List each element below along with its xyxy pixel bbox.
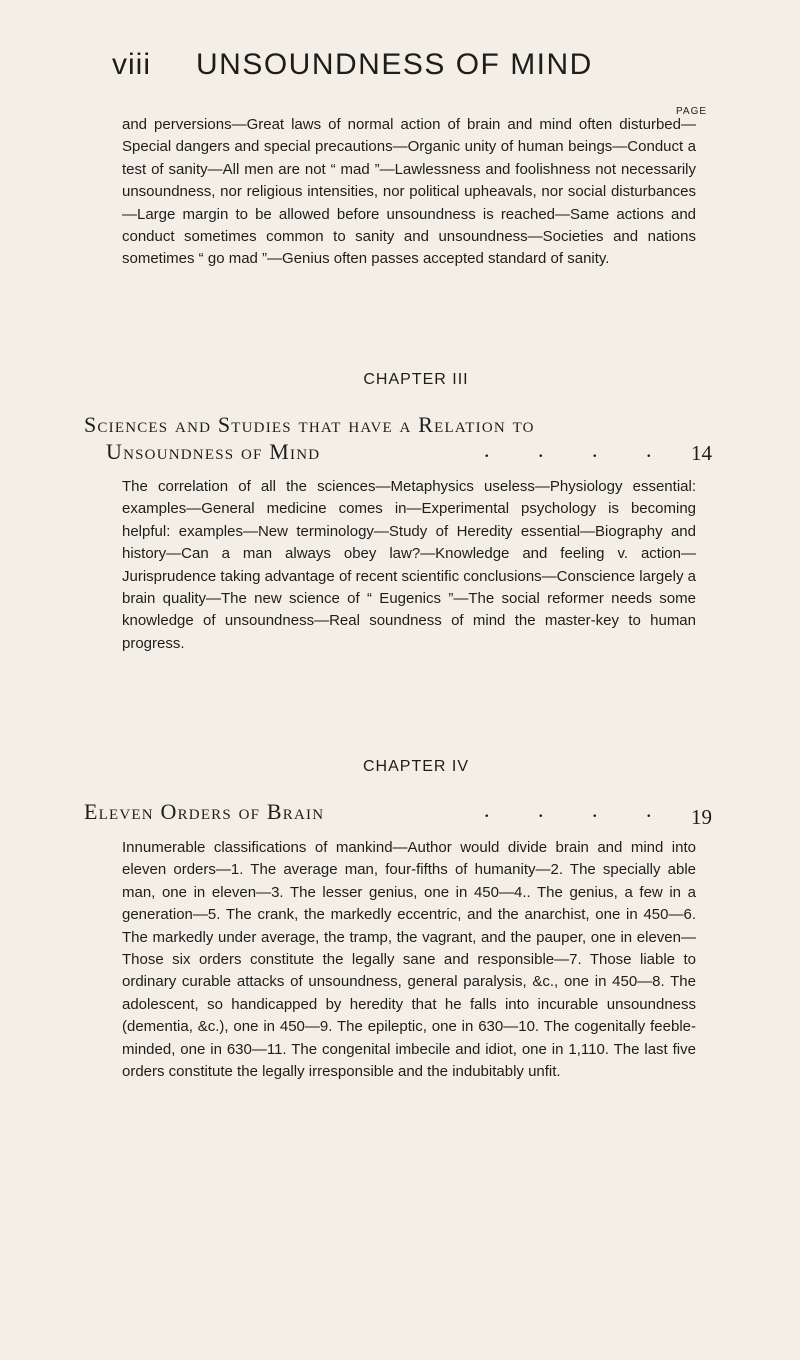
- chapter3-title-line1: Sciences and Studies that have a Relation to: [84, 412, 535, 437]
- page-column-label: PAGE: [676, 106, 708, 117]
- chapter4-page-ref: 19: [691, 805, 712, 829]
- page-number: viii: [112, 48, 151, 81]
- running-title: UNSOUNDNESS OF MIND: [196, 48, 593, 81]
- chapter3-dot-leader: . . . .: [484, 437, 652, 462]
- chapter3-heading: [0, 371, 800, 389]
- chapter4-title: Eleven Orders of Brain: [84, 799, 325, 824]
- chapter3-heading-text: CHAPTER III: [363, 371, 469, 388]
- chapter4-summary: Innumerable classifications of mankind—Author would divide brain and mind into eleven orders—1. The average man, four-fifths of humanity—2. The specially able man, one in eleven—3. The lesser genius, one in 450—4.. The genius, a few in a generation—5. The crank, the markedly eccentric, and the anarchist, one in 450—6. The markedly under average, the tramp, the vagrant, and the pauper, one in eleven—Those six orders constitute the legally sane and responsible—7. Those liable to ordinary curable attacks of unsoundness, general paralysis, &c., one in 450—8. The adolescent, so handicapped by heredity that he falls into incurable unsoundness (dementia, &c.), one in 450—9. The epileptic, one in 630—10. The cogenitally feeble-minded, one in 630—11. The congenital imbecile and idiot, one in 1,110. The last five orders constitute the legally irresponsible and the indubitably unfit.: [122, 839, 696, 1081]
- chapter3-title-line2: Unsoundness of Mind: [106, 439, 321, 464]
- chapter4-heading: [0, 758, 800, 776]
- chapter4-dot-leader: . . . .: [484, 797, 652, 822]
- chapter3-summary: The correlation of all the sciences—Metaphysics useless—Physiology essential: examples—General medicine comes in—Experimental psychology is becoming helpful: examples—New terminology—Study of Heredity essential—Biography and history—Can a man always obey law?—Knowledge and feeling v. action—Jurisprudence taking advantage of recent scientific conclusions—Conscience largely a brain quality—The new science of “ Eugenics ”—The social reformer needs some knowledge of unsoundness—Real soundness of mind the master-key to human progress.: [122, 478, 696, 652]
- chapter3-page-ref: 14: [691, 441, 712, 465]
- chapter4-heading-text: CHAPTER IV: [362, 758, 469, 775]
- chapter2-summary-continued: and perversions—Great laws of normal action of brain and mind often disturbed—Special dangers and special precautions—Organic unity of human beings—Conduct a test of sanity—All men are not “ mad ”—Lawlessness and foolishness not necessarily unsoundness, nor religious intensities, nor political upheavals, nor social disturbances—Large margin to be allowed before unsoundness is reached—Same actions and conduct sometimes common to sanity and unsoundness—Societies and nations sometimes “ go mad ”—Genius often passes accepted standard of sanity.: [122, 116, 696, 268]
- running-head: [112, 48, 712, 88]
